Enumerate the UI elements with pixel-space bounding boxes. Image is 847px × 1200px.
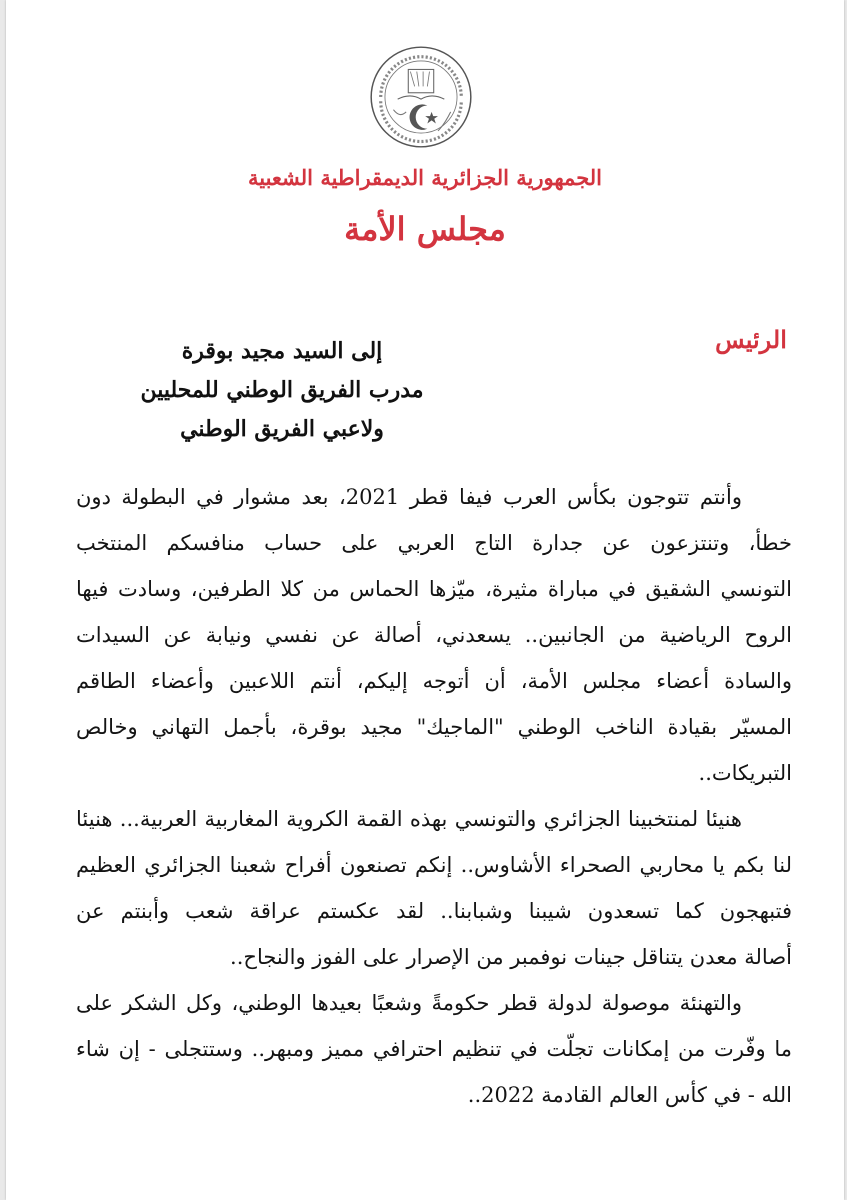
body-line: المسيّر بقيادة الناخب الوطني "الماجيك" مجيد بوقرة، بأجمل التهاني وخالص [76, 715, 792, 739]
paragraph [76, 980, 792, 1118]
body-line: والسادة أعضاء مجلس الأمة، أن أتوجه إليكم، أنتم اللاعبين وأعضاء الطاقم [76, 669, 792, 693]
body-line: والتهنئة موصولة لدولة قطر حكومةً وشعبًا بعيدها الوطني، وكل الشكر على [76, 991, 742, 1015]
addressee-line: إلى السيد مجيد بوقرة [181, 338, 383, 364]
letter-body [76, 474, 792, 1118]
state-seal-icon [368, 44, 474, 150]
paragraph [76, 796, 792, 980]
body-line: هنيئا لمنتخبينا الجزائري والتونسي بهذه القمة الكروية المغاربية العربية... هنيئا [76, 807, 742, 831]
body-line: التبريكات.. [698, 761, 792, 785]
body-line: لنا بكم يا محاربي الصحراء الأشاوس.. إنكم تصنعون أفراح شعبنا الجزائري العظيم [76, 853, 792, 877]
body-line: ما وفّرت من إمكانات تجلّت في تنظيم احترافي مميز ومبهر.. وستتجلى - إن شاء [76, 1037, 792, 1061]
body-line: الله - في كأس العالم القادمة 2022.. [467, 1083, 792, 1107]
addressee-line: مدرب الفريق الوطني للمحليين [140, 377, 424, 403]
republic-name: الجمهورية الجزائرية الديمقراطية الشعبية [247, 165, 602, 190]
sender-title: الرئيس [715, 325, 787, 354]
body-line: وأنتم تتوجون بكأس العرب فيفا قطر 2021، بعد مشوار في البطولة دون [76, 485, 743, 509]
body-line: الروح الرياضية من الجانبين.. يسعدني، أصالة عن نفسي ونيابة عن السيدات [76, 623, 792, 647]
addressee-line: ولاعبي الفريق الوطني [180, 416, 384, 442]
body-line: فتبهجون كما تسعدون شيبنا وشبابنا.. لقد عكستم عراقة شعب وأبنتم عن [76, 899, 792, 923]
letter-page [6, 0, 844, 1200]
body-line: أصالة معدن يتناقل جينات نوفمبر من الإصرار على الفوز والنجاح.. [230, 945, 792, 969]
body-line: خطأ، وتنتزعون عن جدارة التاج العربي على حساب منافسكم المنتخب [76, 531, 792, 555]
institution-name: مجلس الأمة [344, 210, 506, 248]
body-line: التونسي الشقيق في مباراة مثيرة، ميّزها الحماس من كلا الطرفين، وسادت فيها [76, 577, 792, 601]
paragraph [76, 474, 792, 796]
addressee-block [126, 332, 438, 449]
